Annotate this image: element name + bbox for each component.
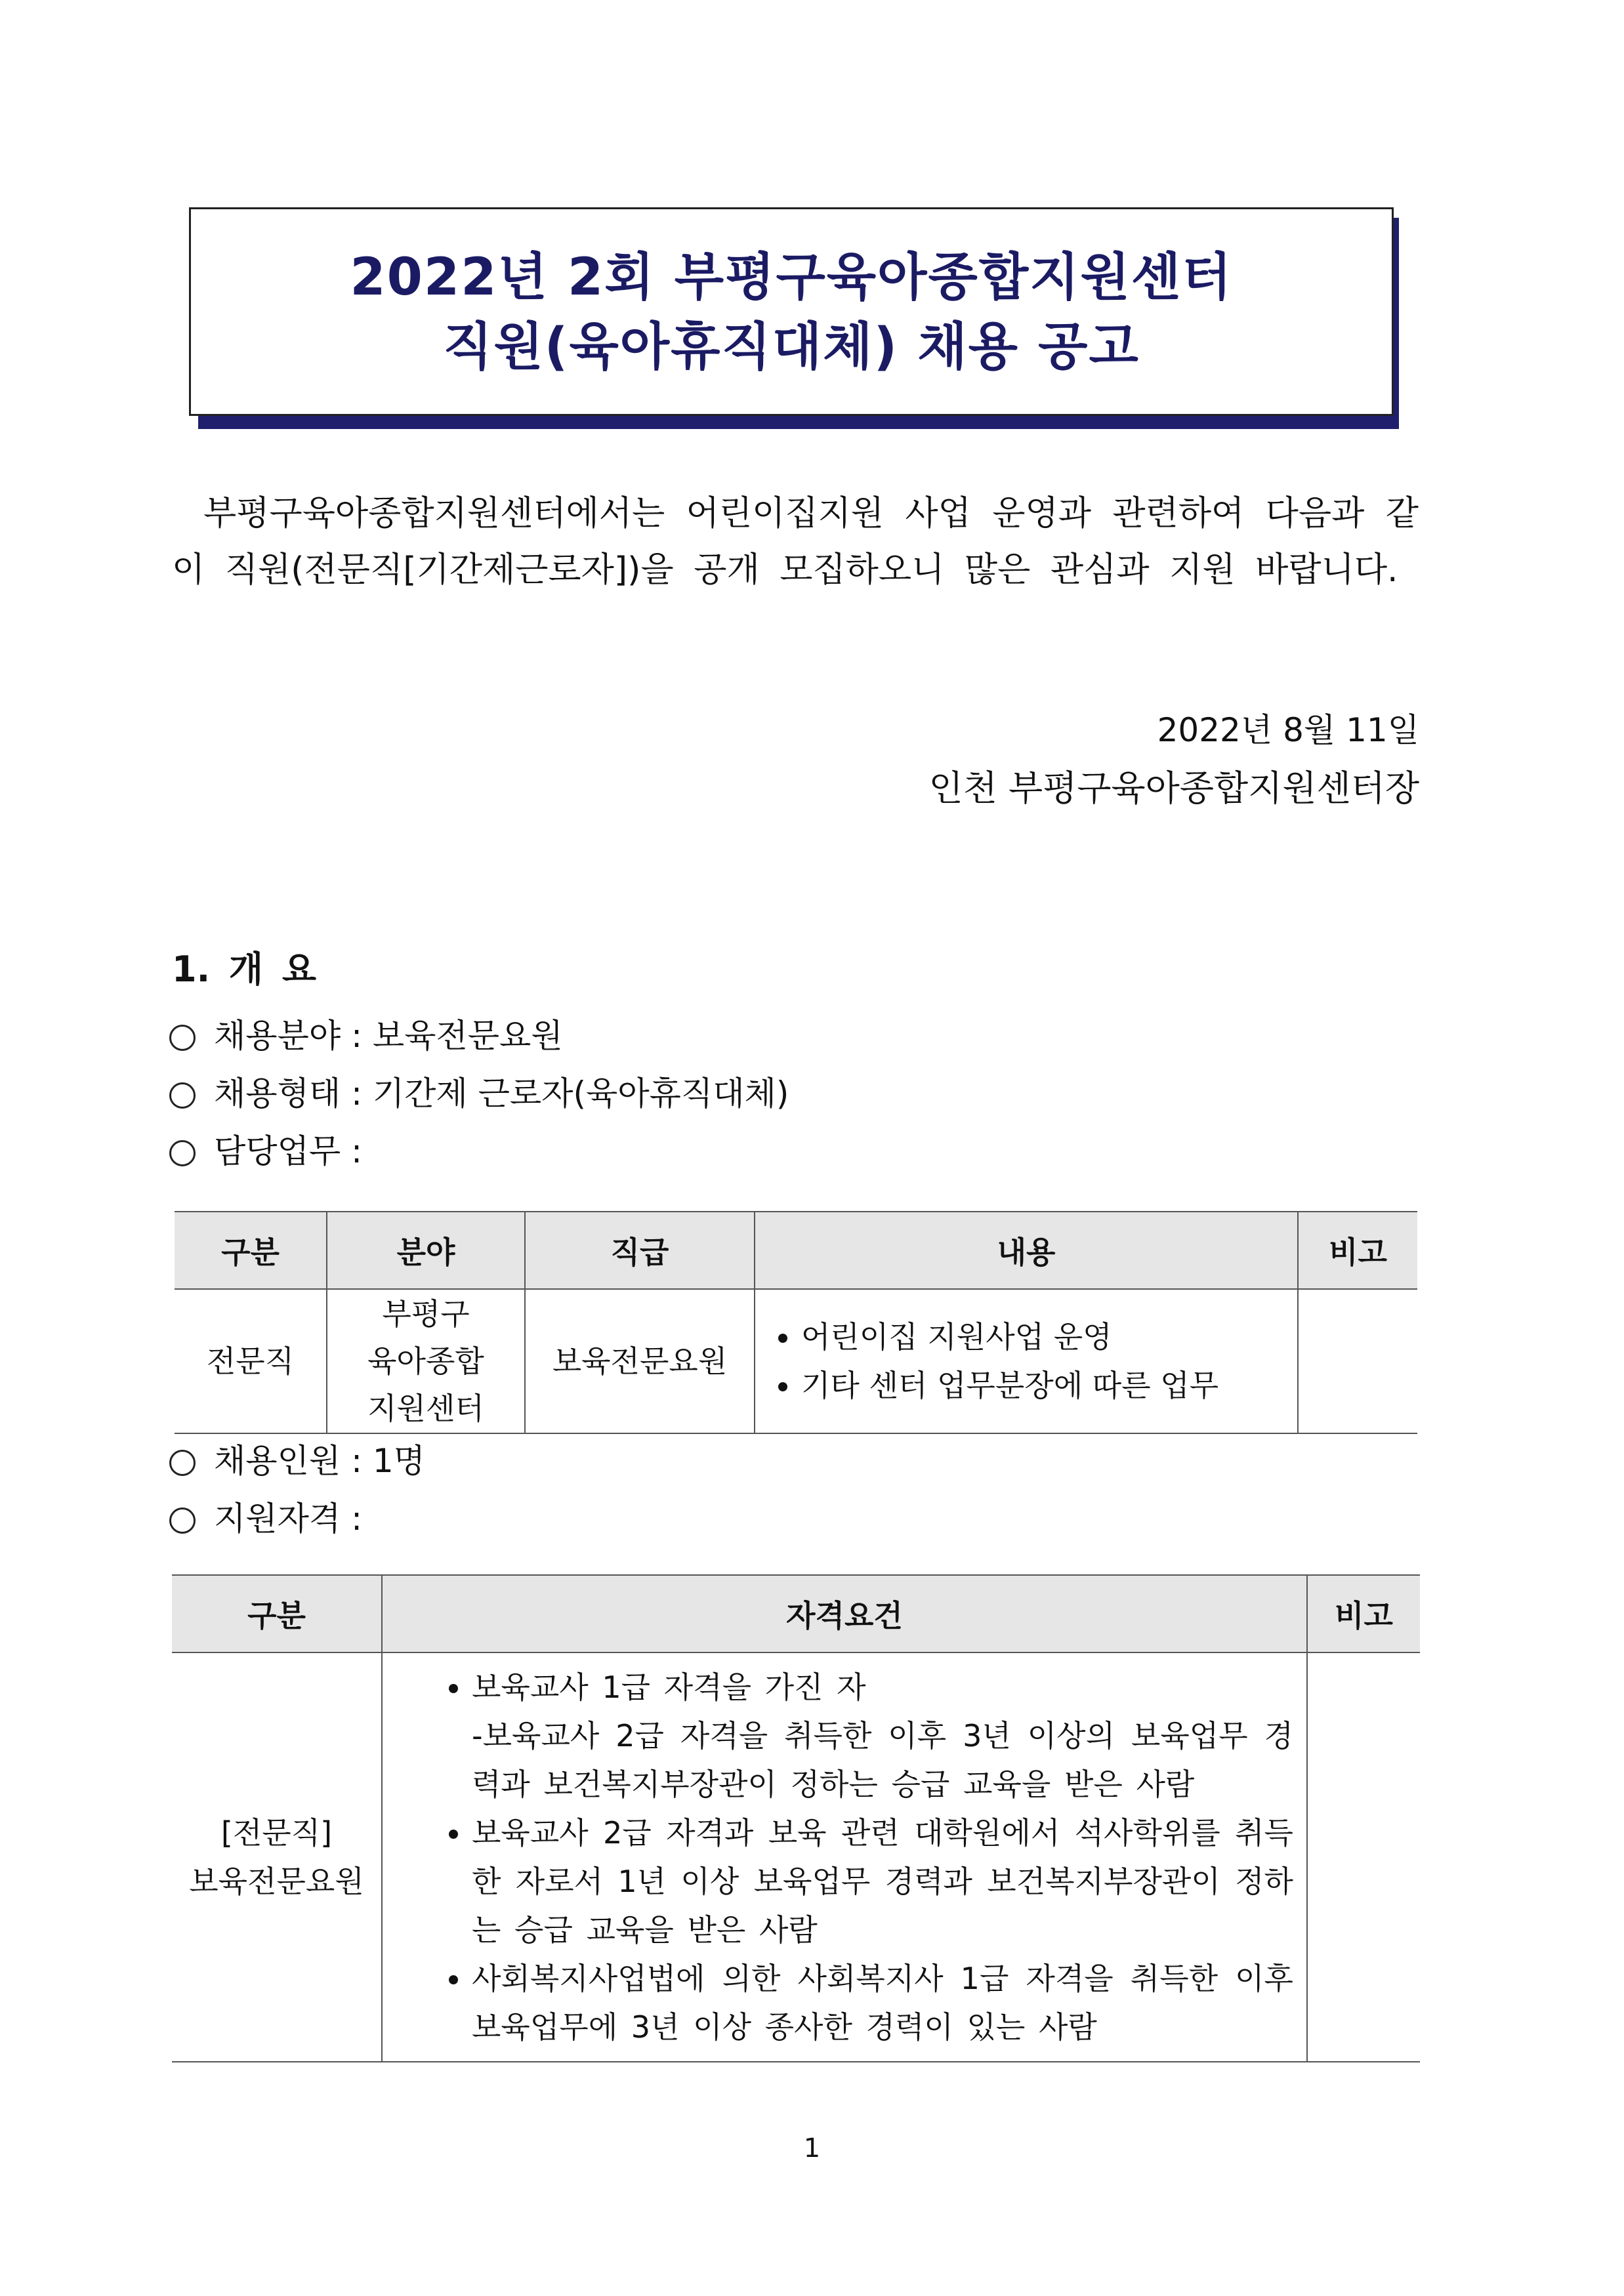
type-line: 채용형태 : 기간제 근로자(육아휴직대체) bbox=[169, 1071, 789, 1117]
duty-table bbox=[175, 1211, 1417, 1434]
sub-item: -보육교사 2급 자격을 취득한 이후 3년 이상의 보육업무 경력과 보건복지부장관이 정하는 승급 교육을 받은 사람 bbox=[472, 1718, 1293, 1802]
circle-bullet-icon bbox=[169, 1450, 196, 1476]
title-line-1: 2022년 2회 부평구육아종합지원센터 bbox=[350, 248, 1233, 307]
circle-bullet-icon bbox=[169, 1140, 196, 1166]
category-cell: 전문직 bbox=[175, 1289, 327, 1433]
header-note: 비고 bbox=[1307, 1575, 1420, 1652]
header-field: 분야 bbox=[327, 1212, 525, 1289]
intro-paragraph: 부평구육아종합지원센터에서는 어린이집지원 사업 운영과 관련하여 다음과 같이 직원(전문직[기간제근로자])을 공개 모집하오니 많은 관심과 지원 바랍니다. bbox=[172, 494, 1419, 590]
page-number: 1 bbox=[803, 2133, 821, 2163]
table-header-row bbox=[175, 1212, 1417, 1289]
list-item: • 보육교사 1급 자격을 가진 자 -보육교사 2급 자격을 취득한 이후 3년 이상의 보육업무 경력과 보건복지부장관이 정하는 승급 교육을 받은 사람 bbox=[472, 1663, 1293, 1809]
table-row bbox=[175, 1289, 1417, 1433]
table-header-row bbox=[172, 1575, 1420, 1652]
grade-cell: 보육전문요원 bbox=[525, 1289, 755, 1433]
announcement-date: 2022년 8월 11일 bbox=[1157, 711, 1419, 749]
list-item: • 보육교사 2급 자격과 보육 관련 대학원에서 석사학위를 취득한 자로서 1년 이상 보육업무 경력과 보건복지부장관이 정하는 승급 교육을 받은 사람 bbox=[472, 1809, 1293, 1954]
circle-bullet-icon bbox=[169, 1025, 196, 1051]
list-item: • 기타 센터 업무분장에 따른 업무 bbox=[801, 1361, 1297, 1410]
header-requirements: 자격요건 bbox=[382, 1575, 1307, 1652]
field-cell: 부평구 육아종합 지원센터 bbox=[327, 1289, 525, 1433]
note-cell bbox=[1307, 1652, 1420, 2062]
list-item: • 사회복지사업법에 의한 사회복지사 1급 자격을 취득한 이후 보육업무에 3년 이상 종사한 경력이 있는 사람 bbox=[472, 1954, 1293, 2051]
header-category: 구분 bbox=[175, 1212, 327, 1289]
headcount-line: 채용인원 : 1명 bbox=[169, 1438, 425, 1484]
requirements-cell bbox=[382, 1652, 1307, 2062]
qualification-table bbox=[172, 1574, 1420, 2062]
qualification-line: 지원자격 : bbox=[169, 1496, 362, 1542]
note-cell bbox=[1298, 1289, 1417, 1433]
circle-bullet-icon bbox=[169, 1507, 196, 1534]
field-line: 채용분야 : 보육전문요원 bbox=[169, 1013, 563, 1059]
issuer: 인천 부평구육아종합지원센터장 bbox=[928, 768, 1419, 809]
list-item: • 어린이집 지원사업 운영 bbox=[801, 1313, 1297, 1361]
header-category: 구분 bbox=[172, 1575, 382, 1652]
section-title: 1. 개 요 bbox=[172, 949, 317, 990]
header-note: 비고 bbox=[1298, 1212, 1417, 1289]
duties-line: 담당업무 : bbox=[169, 1128, 362, 1174]
contents-cell bbox=[755, 1289, 1298, 1433]
title-line-2: 직원(육아휴직대체) 채용 공고 bbox=[443, 318, 1140, 377]
title-box bbox=[189, 207, 1394, 416]
circle-bullet-icon bbox=[169, 1082, 196, 1109]
header-grade: 직급 bbox=[525, 1212, 755, 1289]
table-row bbox=[172, 1652, 1420, 2062]
category-cell: [전문직] 보육전문요원 bbox=[172, 1652, 382, 2062]
header-contents: 내용 bbox=[755, 1212, 1298, 1289]
